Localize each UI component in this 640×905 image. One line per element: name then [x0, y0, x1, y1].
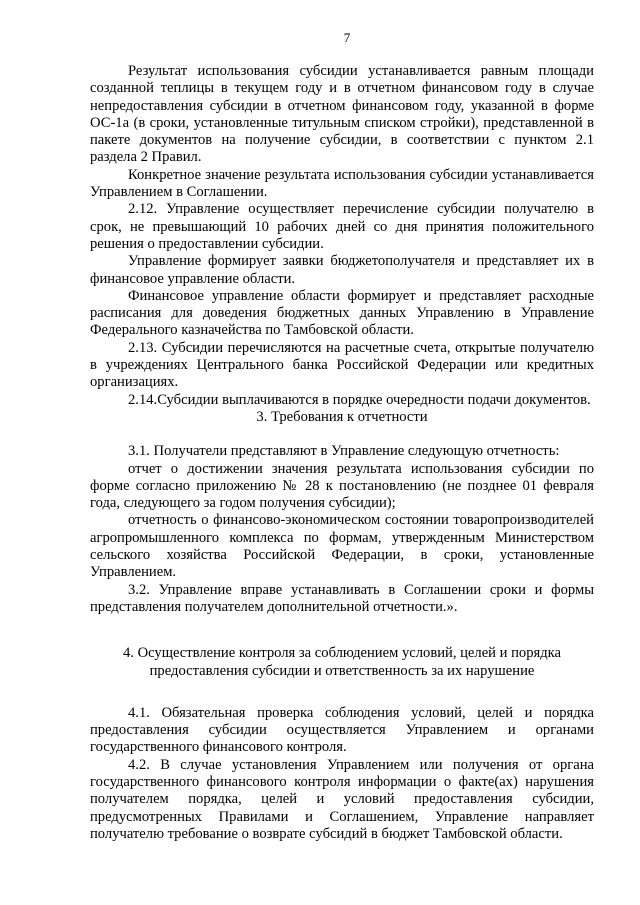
paragraph-financial-department: Финансовое управление области формирует и представляет расходные расписания для доведения бюджетных данных Управлению в Управление Федерального казначейства по Тамбовской области.: [90, 287, 594, 339]
spacer: [90, 680, 594, 697]
paragraph-3-2: 3.2. Управление вправе устанавливать в Соглашении сроки и формы представления получателем дополнительной отчетности.».: [90, 581, 594, 615]
spacer: [90, 633, 594, 645]
paragraph-report-result: отчет о достижении значения результата использования субсидии по форме согласно приложению № 28 к постановлению (не позднее 01 февраля года, следующего за годом получения субсидии);: [90, 460, 594, 512]
section-heading-3: 3. Требования к отчетности: [256, 408, 428, 425]
paragraph-2-12: 2.12. Управление осуществляет перечисление субсидии получателю в срок, не превышающий 10 рабочих дней со дня принятия положительного решения о предоставлении субсидии.: [90, 201, 594, 252]
paragraph-2-13: 2.13. Субсидии перечисляются на расчетные счета, открытые получателю в учреждениях Центрального банка Российской Федерации или кредитных организациях.: [90, 339, 594, 391]
paragraph-4-1: 4.1. Обязательная проверка соблюдения условий, целей и порядка предоставления субсидии осуществляется Управлением и органами государственного финансового контроля.: [90, 704, 594, 756]
document-body: [90, 63, 594, 843]
section-heading-4-line-2: предоставления субсидии и ответственность за их нарушение: [149, 662, 535, 679]
spacer: [90, 426, 594, 443]
paragraph-4-2: 4.2. В случае установления Управлением или получения от органа государственного финансового контроля информации о факте(ах) нарушения получателем порядка, целей и условий предоставления субсидии, предусмотренных Правилами и Соглашением, Управление направляет получателю требование о возврате субсидий в бюджет Тамбовской области.: [90, 756, 594, 842]
paragraph-report-financial: отчетность о финансово-экономическом состоянии товаропроизводителей агропромышленного комплекса по формам, утвержденным Министерством сельского хозяйства Российской Федерации, в сроки, установленные Управлением.: [90, 512, 594, 581]
paragraph-requests: Управление формирует заявки бюджетополучателя и представляет их в финансовое управление области.: [90, 253, 594, 287]
paragraph-3-1: 3.1. Получатели представляют в Управление следующую отчетность:: [128, 443, 560, 460]
page-number: 7: [343, 30, 351, 45]
section-heading-4-line-1: 4. Осуществление контроля за соблюдением условий, целей и порядка: [123, 645, 561, 662]
spacer: [90, 616, 594, 633]
paragraph-subsidy-result: Результат использования субсидии устанавливается равным площади созданной теплицы в текущем году и в отчетном финансовом году в случае непредоставления субсидии в отчетном финансовом году, указанной в форме ОС-1а (в сроки, установленные титульным списком стройки), представленной в пакете документов на получение субсидии, в соответствии с пунктом 2.1 раздела 2 Правил.: [90, 63, 594, 166]
spacer: [90, 697, 594, 705]
paragraph-specific-value: Конкретное значение результата использования субсидии устанавливается Управлением в Соглашении.: [90, 166, 594, 201]
paragraph-2-14: 2.14.Субсидии выплачиваются в порядке очередности подачи документов.: [128, 391, 591, 408]
